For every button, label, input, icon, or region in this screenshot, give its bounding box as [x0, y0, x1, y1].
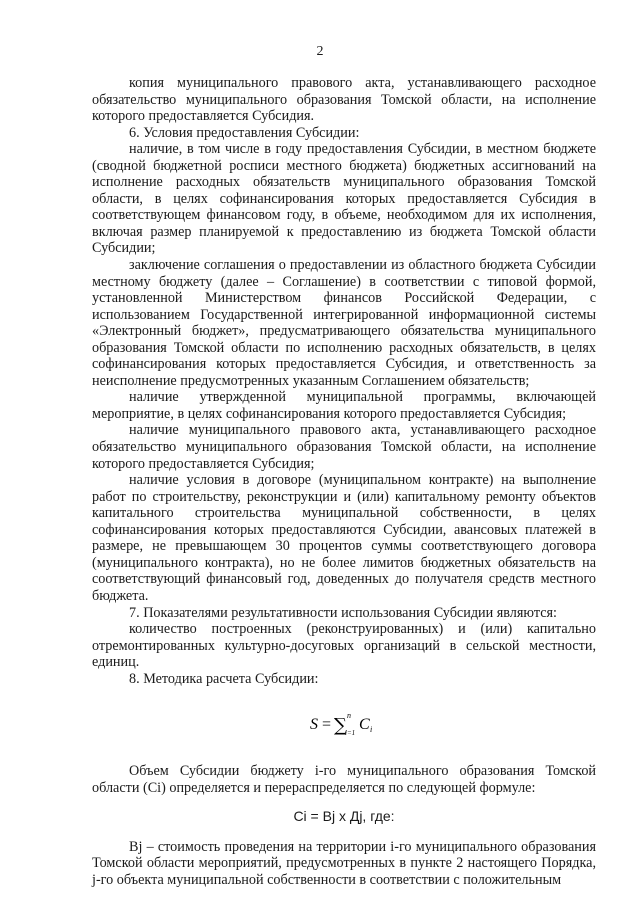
formula-term-subscript: i	[370, 725, 373, 735]
sum-formula-graphic	[304, 704, 384, 744]
section-6-condition: наличие, в том числе в году предоставления Субсидии, в местном бюджете (сводной бюджетной росписи местного бюджета) бюджетных ассигнований на исполнение расходных обязательств муниципального образования Томской области, в целях софинансирования которых предоставляется Субсидия в соответствующем финансовом году, в объеме, необходимом для их исполнения, включая размер планируемой к предоставлению из бюджета Томской области Субсидии;	[92, 141, 596, 257]
section-6-condition: заключение соглашения о предоставлении из областного бюджета Субсидии местному бюджету (далее – Соглашение) в соответствии с типовой формой, установленной Министерством финансов Российской Федерации, с использованием Государственной интегрированной информационной системы «Электронный бюджет», предусматривающего обязательства муниципального образования Томской области по исполнению расходных обязательств, в целях софинансирования которых предоставляется Субсидия, и ответственность за неисполнение предусмотренных указанным Соглашением обязательств;	[92, 257, 596, 389]
page-number: 2	[316, 44, 324, 59]
paragraph-continuation: копия муниципального правового акта, устанавливающего расходное обязательство муниципального образования Томской области, на исполнение которого предоставляется Субсидия.	[92, 75, 596, 125]
section-7-heading: 7. Показателями результативности использования Субсидии являются:	[129, 604, 557, 621]
section-6-heading: 6. Условия предоставления Субсидии:	[129, 124, 360, 141]
section-7-indicator: количество построенных (реконструированных) и (или) капитально отремонтированных культурно-досуговых организаций в сельской местности, единиц.	[92, 621, 596, 671]
section-6-condition: наличие муниципального правового акта, устанавливающего расходное обязательство муниципального образования Томской области, на исполнение которого предоставляется Субсидия;	[92, 422, 596, 472]
section-6-condition: наличие утвержденной муниципальной программы, включающей мероприятие, в целях софинансирования которого предоставляется Субсидия;	[92, 389, 596, 422]
formula-explanation: Объем Субсидии бюджету i-го муниципального образования Томской области (Ci) определяется и перераспределяется по следующей формуле:	[92, 763, 596, 796]
formula-lower-limit: i=1	[345, 729, 356, 738]
formula-term: C	[359, 716, 370, 734]
definition-bj: Bj – стоимость проведения на территории i-го муниципального образования Томской области мероприятий, предусмотренных в пункте 2 настоящего Порядка, j-го объекта муниципальной собственности в соответствии с положительным	[92, 838, 596, 888]
formula-equals: =	[322, 716, 332, 734]
document-body	[92, 75, 596, 889]
formula-sum-sign: ∑	[334, 715, 347, 737]
section-6-condition: наличие условия в договоре (муниципальном контракте) на выполнение работ по строительству, реконструкции и (или) капитальному ремонту объектов капитального строительства муниципальной собственности, в целях софинансирования которых предоставляются Субсидии, авансовых платежей в размере, не превышающем 30 процентов суммы соответствующего договора (муниципального контракта), но не более лимитов бюджетных обязательств на соответствующий финансовый год, доведенных до получателя средств местного бюджета.	[92, 472, 596, 604]
formula-upper-limit: n	[347, 711, 351, 721]
section-8-heading: 8. Методика расчета Субсидии:	[129, 670, 319, 687]
subsidy-calc-formula: Ci = Bj х Дj, где:	[293, 808, 395, 825]
subsidy-sum-formula	[92, 697, 596, 751]
formula-lhs: S	[310, 716, 318, 734]
